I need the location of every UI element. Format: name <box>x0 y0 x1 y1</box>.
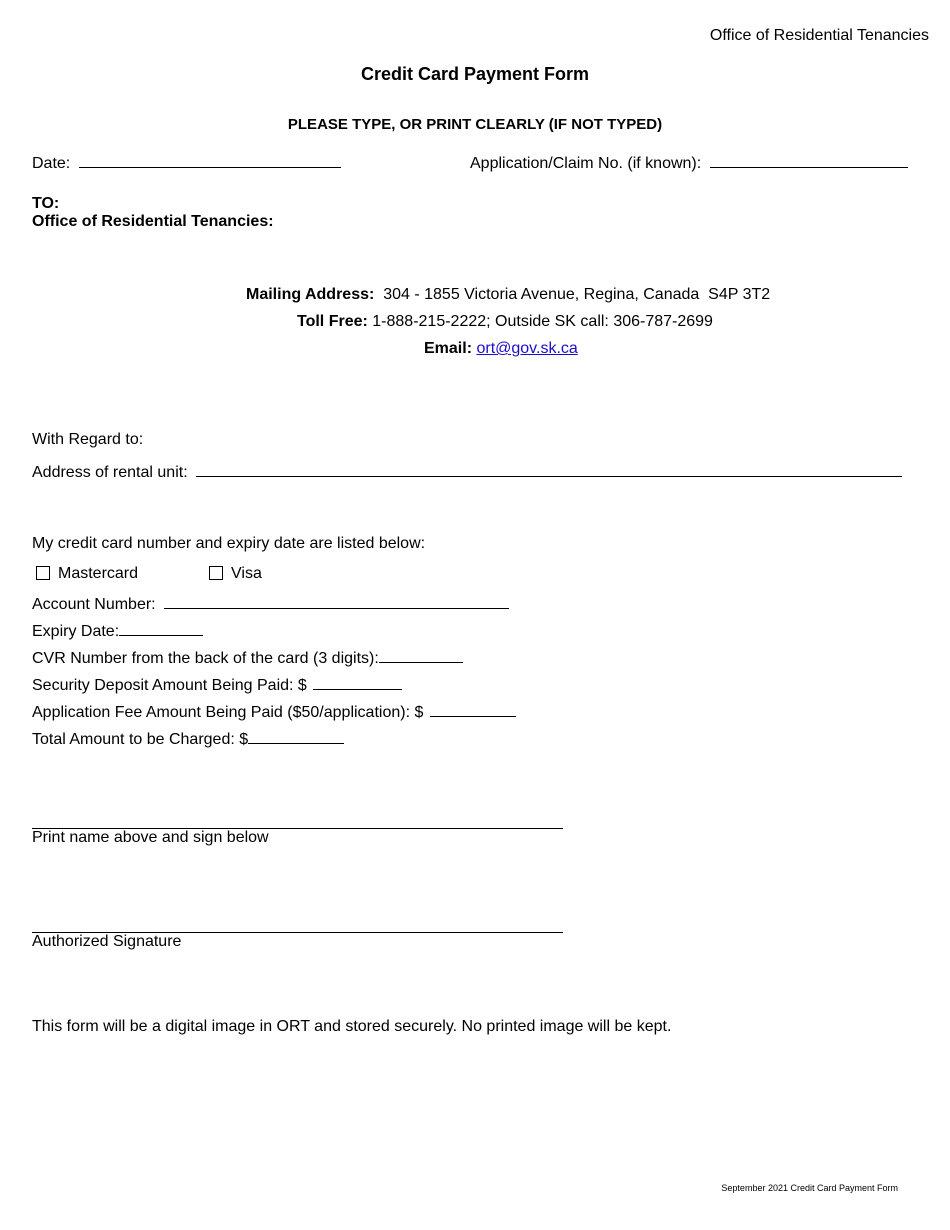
expiry-label: Expiry Date: <box>32 623 120 640</box>
address-label: Address of rental unit: <box>32 464 188 481</box>
email-row <box>424 340 578 358</box>
print-name-label: Print name above and sign below <box>32 829 269 846</box>
card-intro: My credit card number and expiry date are listed below: <box>32 535 426 552</box>
fee-field[interactable] <box>430 716 516 717</box>
to-label: TO: <box>32 195 60 212</box>
cvr-row <box>32 650 463 668</box>
address-field[interactable] <box>196 476 902 477</box>
address-row <box>32 464 902 482</box>
claim-label: Application/Claim No. (if known): <box>470 155 702 172</box>
toll-free <box>297 313 713 331</box>
deposit-field[interactable] <box>313 689 402 690</box>
print-instruction: PLEASE TYPE, OR PRINT CLEARLY (IF NOT TYPED) <box>287 116 663 133</box>
storage-notice: This form will be a digital image in ORT and stored securely. No printed image will be kept. <box>32 1018 672 1035</box>
visa-option[interactable] <box>209 565 262 583</box>
claim-row <box>470 155 908 173</box>
mailing-label: Mailing Address: <box>246 286 375 303</box>
total-row <box>32 731 344 749</box>
expiry-field[interactable] <box>119 635 203 636</box>
visa-checkbox[interactable] <box>209 566 223 580</box>
with-regard-label: With Regard to: <box>32 431 144 448</box>
fee-label: Application Fee Amount Being Paid ($50/application): $ <box>32 704 424 721</box>
account-label: Account Number: <box>32 596 156 613</box>
cvr-label: CVR Number from the back of the card (3 digits): <box>32 650 379 667</box>
mailing-address <box>246 286 770 304</box>
toll-label: Toll Free: <box>297 313 368 330</box>
total-label: Total Amount to be Charged: $ <box>32 731 249 748</box>
footer-text: September 2021 Credit Card Payment Form <box>721 1183 898 1193</box>
total-field[interactable] <box>248 743 344 744</box>
account-field[interactable] <box>164 608 509 609</box>
mastercard-label: Mastercard <box>58 565 139 582</box>
email-label: Email: <box>424 340 473 357</box>
deposit-label: Security Deposit Amount Being Paid: $ <box>32 677 307 694</box>
form-title: Credit Card Payment Form <box>360 64 590 84</box>
account-row <box>32 596 509 614</box>
email-link[interactable]: ort@gov.sk.ca <box>476 340 578 357</box>
date-label: Date: <box>32 155 71 172</box>
toll-value: 1-888-215-2222; Outside SK call: 306-787-2699 <box>372 313 713 330</box>
claim-field[interactable] <box>710 167 908 168</box>
to-office: Office of Residential Tenancies: <box>32 213 274 230</box>
fee-row <box>32 704 516 722</box>
mastercard-checkbox[interactable] <box>36 566 50 580</box>
authorized-signature-label: Authorized Signature <box>32 933 182 950</box>
expiry-row <box>32 623 203 641</box>
deposit-row <box>32 677 402 695</box>
mailing-value: 304 - 1855 Victoria Avenue, Regina, Canada S4P 3T2 <box>383 286 771 303</box>
mastercard-option[interactable] <box>36 565 138 583</box>
office-header: Office of Residential Tenancies <box>709 27 929 44</box>
visa-label: Visa <box>231 565 262 582</box>
date-field[interactable] <box>79 167 341 168</box>
date-row <box>32 155 341 173</box>
cvr-field[interactable] <box>379 662 463 663</box>
